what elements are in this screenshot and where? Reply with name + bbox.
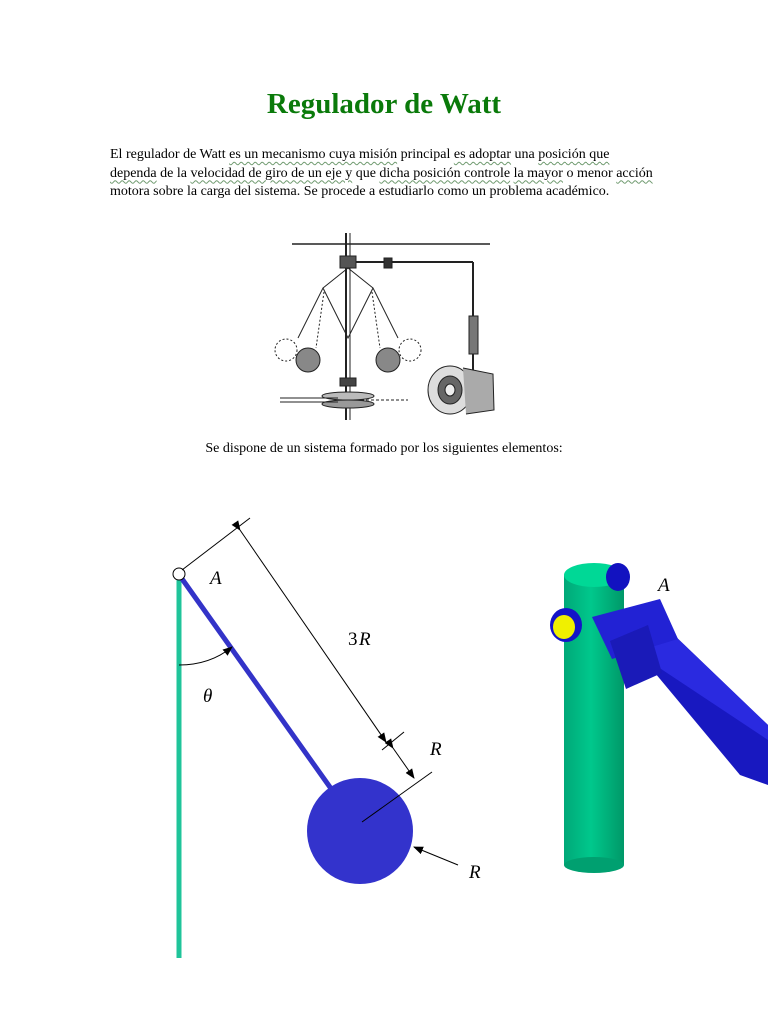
pendulum-schematic: [0, 480, 520, 980]
length-label-variable: R: [359, 629, 371, 650]
pivot-label: A: [210, 568, 222, 589]
radius-label: R: [469, 862, 481, 883]
spellcheck-underline: posición que dependa: [110, 147, 610, 181]
watt-governor-engraving: [268, 228, 498, 428]
thickness-label: R: [430, 739, 442, 760]
spellcheck-underline: velocidad de giro de un eje y: [190, 165, 353, 181]
render-upper-pin: [606, 563, 630, 591]
length-label-number: 3: [348, 629, 358, 650]
spellcheck-underline: es un mecanismo cuya misión: [229, 147, 398, 162]
spellcheck-underline: la mayor: [513, 165, 563, 181]
render-pivot-label: A: [658, 575, 670, 596]
angle-arc: [179, 647, 232, 665]
pivot-point: [173, 568, 185, 580]
intro-text: de la: [156, 165, 191, 181]
radius-leader: [414, 847, 458, 865]
render-shaft-bottom: [564, 857, 624, 873]
extension-line-top: [182, 518, 250, 570]
spellcheck-underline: acción: [616, 165, 653, 181]
dimension-line-r: [393, 748, 414, 778]
pendulum-ball: [307, 778, 413, 884]
joint-3d-render: [540, 555, 768, 875]
page-title: Regulador de Watt: [266, 88, 502, 120]
pendulum-arm: [180, 576, 332, 790]
intro-paragraph: [110, 146, 655, 202]
angle-label: θ: [203, 686, 213, 707]
intro-text: una: [511, 147, 539, 162]
elements-caption: Se dispone de un sistema formado por los siguientes elementos:: [205, 441, 563, 456]
spellcheck-underline: es adoptar: [453, 147, 512, 162]
intro-text: que: [352, 165, 380, 181]
intro-text: motora sobre la carga del sistema. Se procede a estudiarlo como un problema académico.: [110, 184, 610, 199]
intro-text: El regulador de Watt: [110, 147, 230, 162]
intro-text: o menor: [562, 165, 617, 181]
intro-text: principal: [397, 147, 454, 162]
spellcheck-underline: dicha posición controle: [379, 165, 511, 181]
render-pin-end: [553, 615, 575, 639]
